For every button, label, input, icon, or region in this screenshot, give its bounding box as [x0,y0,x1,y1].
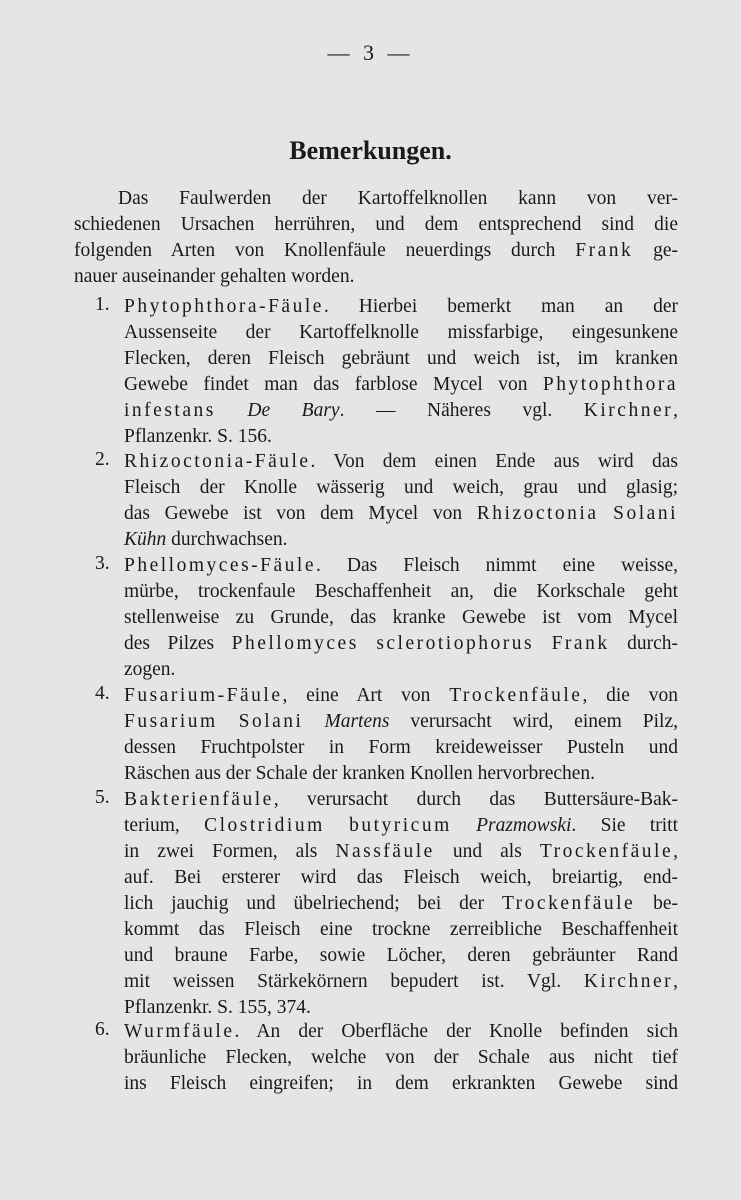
text-line: mit weissen Stärkekörnern bepudert ist. Vgl. Kirchner, [124,971,678,992]
text-line: Bakterienfäule, verursacht durch das Buttersäure-Bak- [124,789,678,810]
text-line: zogen. [124,659,176,680]
spaced-term: infestans [124,400,216,421]
text-line: und braune Farbe, sowie Löcher, deren gebräunter Rand [124,945,678,966]
text-line: Fusarium Solani Martens verursacht wird, einem Pilz, [124,711,679,732]
spaced-term: Phytophthora-Fäule [124,296,324,317]
text-line: Wurmfäule. An der Oberfläche der Knolle befinden sich [124,1021,678,1042]
text-line: dessen Fruchtpolster in Form kreideweisser Pusteln und [124,737,678,758]
italic-name: Kühn [124,529,167,550]
text-line: bräunliche Flecken, welche von der Schale aus nicht tief [124,1047,678,1068]
text-line: mürbe, trockenfaule Beschaffenheit an, die Korkschale geht [124,581,678,602]
text-line: folgenden Arten von Knollenfäule neuerdings durch Frank ge- [74,240,678,261]
text-line: Rhizoctonia-Fäule. Von dem einen Ende aus wird das [124,451,678,472]
text-line: Das Faulwerden der Kartoffelknollen kann von ver- [118,188,678,209]
list-item [124,787,678,1021]
italic-name: Martens [324,711,390,732]
list-item [124,683,678,787]
text-line: Fleisch der Knolle wässerig und weich, grau und glasig; [124,477,678,498]
item-number: 6. [95,1019,110,1040]
spaced-term: Solani [613,503,679,524]
spaced-term: Trockenfäule [539,841,674,862]
spaced-term: Fusarium [124,711,218,732]
text-line: Phellomyces-Fäule. Das Fleisch nimmt eine weisse, [124,555,678,576]
spaced-term: sclerotiophorus [376,633,535,654]
text-line: schiedenen Ursachen herrühren, und dem entsprechend sind die [74,214,678,235]
text-line: auf. Bei ersterer wird das Fleisch weich, breiartig, end- [124,867,678,888]
text-line: stellenweise zu Grunde, das kranke Gewebe ist vom Mycel [124,607,678,628]
text-line: terium, Clostridium butyricum Prazmowski. Sie tritt [124,815,678,836]
list-item [124,449,678,553]
text-line: Pflanzenkr. S. 156. [124,426,272,447]
intro-paragraph [74,186,678,290]
text-line: Gewebe findet man das farblose Mycel von Phytophthora [124,374,678,395]
list-item [124,294,678,450]
item-number: 1. [95,294,110,315]
item-number: 4. [95,683,110,704]
spaced-term: Rhizoctonia-Fäule [124,451,311,472]
text-line: das Gewebe ist von dem Mycel von Rhizoctonia Solani [124,503,679,524]
spaced-term: Nassfäule [335,841,435,862]
text-line: Flecken, deren Fleisch gebräunt und weich ist, im kranken [124,348,678,369]
spaced-term: Phellomyces [231,633,359,654]
spaced-term: Rhizoctonia [476,503,599,524]
spaced-term: butyricum [349,815,452,836]
spaced-term: Phytophthora [542,374,678,395]
spaced-term: Frank [575,240,634,261]
italic-name: Prazmowski [476,815,572,836]
text-line: Phytophthora-Fäule. Hierbei bemerkt man an der [124,296,678,317]
spaced-term: Kirchner [583,400,674,421]
text-line: des Pilzes Phellomyces sclerotiophorus Frank durch- [124,633,678,654]
italic-name: De Bary [247,400,340,421]
spaced-term: Bakterienfäule [124,789,274,810]
text-line: Fusarium-Fäule, eine Art von Trockenfäule, die von [124,685,678,706]
spaced-term: Wurmfäule [124,1021,235,1042]
spaced-term: Trockenfäule [501,893,636,914]
item-number: 2. [95,449,110,470]
section-heading: Bemerkungen. [289,136,452,165]
text-line: kommt das Fleisch eine trockne zerreibliche Beschaffenheit [124,919,678,940]
text-line: Aussenseite der Kartoffelknolle missfarbige, eingesunkene [124,322,678,343]
spaced-term: Frank [551,633,610,654]
spaced-term: Clostridium [204,815,325,836]
text-line: ins Fleisch eingreifen; in dem erkrankten Gewebe sind [124,1073,678,1094]
list-item [124,1019,678,1097]
spaced-term: Trockenfäule [449,685,583,706]
list-item [124,553,678,683]
spaced-term: Phellomyces-Fäule [124,555,316,576]
text-line: in zwei Formen, als Nassfäule und als Trockenfäule, [124,841,678,862]
text-line: Räschen aus der Schale der kranken Knollen hervorbrechen. [124,763,596,784]
text-line: infestans De Bary. — Näheres vgl. Kirchner, [124,400,678,421]
spaced-term: Fusarium-Fäule [124,685,283,706]
text-line: Kühn durchwachsen. [124,529,288,550]
spaced-term: Solani [238,711,304,732]
item-number: 5. [95,787,110,808]
text-line: nauer auseinander gehalten worden. [74,266,355,287]
text-line: Pflanzenkr. S. 155, 374. [124,997,311,1018]
spaced-term: Kirchner [583,971,674,992]
page-number: — 3 — [327,40,414,65]
item-number: 3. [95,553,110,574]
text-line: lich jauchig und übelriechend; bei der Trockenfäule be- [124,893,678,914]
